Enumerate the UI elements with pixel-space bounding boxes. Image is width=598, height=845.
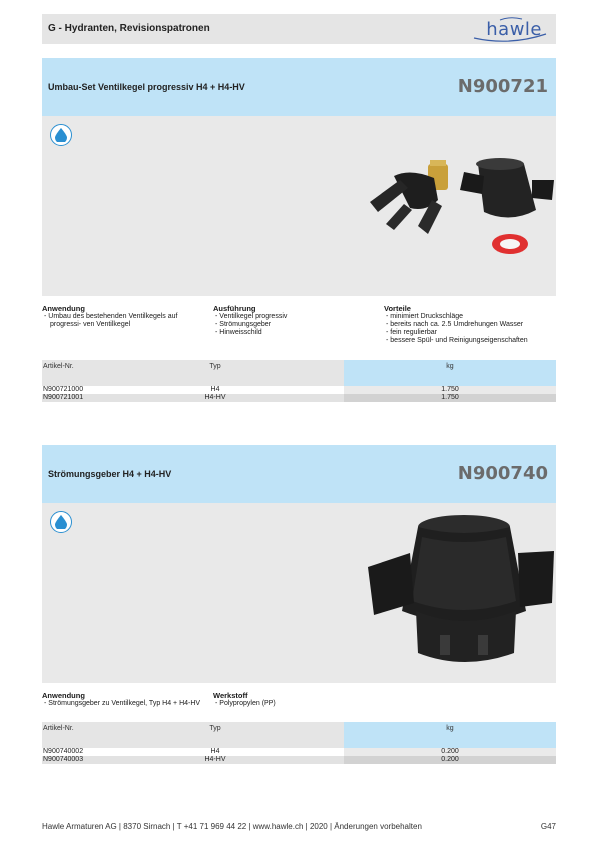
table-row <box>42 756 556 764</box>
hawle-logo <box>470 16 550 42</box>
product-image-area-2 <box>42 503 556 683</box>
table-header <box>42 360 556 386</box>
page-number: G47 <box>540 822 556 831</box>
anwendung-item: - Umbau des bestehenden Ventilkegels auf progressi- ven Ventilkegel <box>42 313 210 329</box>
ausfuehrung-item: - Ventilkegel progressiv <box>213 313 381 321</box>
product-name: Umbau-Set Ventilkegel progressiv H4 + H4-HV <box>48 82 245 92</box>
product-band-1 <box>42 58 556 116</box>
water-drop-icon <box>50 511 72 533</box>
product-image-area-1 <box>42 116 556 296</box>
vorteile-section <box>384 305 556 345</box>
cell-kg: 0.200 <box>441 756 459 763</box>
table-header <box>42 722 556 748</box>
anwendung-section <box>42 692 210 708</box>
vorteile-heading: Vorteile <box>384 304 411 313</box>
ausfuehrung-heading: Ausführung <box>213 304 256 313</box>
water-drop-icon <box>50 124 72 146</box>
vorteile-item: - bessere Spül- und Reinigungseigenschaften <box>384 337 556 345</box>
flow-generator-image <box>360 511 556 675</box>
section-title: G - Hydranten, Revisionspatronen <box>48 23 210 34</box>
cell-artikel: N900721000 <box>43 386 84 393</box>
cell-artikel: N900740003 <box>43 756 84 763</box>
cell-artikel: N900740002 <box>43 748 84 755</box>
col-header-kg: kg <box>446 725 454 732</box>
footer-text: Hawle Armaturen AG | 8370 Sirnach | T +41 71 969 44 22 | www.hawle.ch | 2020 | Änderungen vorbehalten <box>42 822 422 831</box>
product-band-2 <box>42 445 556 503</box>
cell-kg: 1.750 <box>441 386 459 393</box>
product-code: N900740 <box>457 463 548 484</box>
cell-typ: H4-HV <box>204 394 226 401</box>
col-header-kg: kg <box>446 363 454 370</box>
valve-cone-set-image <box>360 154 556 274</box>
product-code: N900721 <box>457 76 548 97</box>
table-row <box>42 394 556 402</box>
ausfuehrung-item: - Hinweisschild <box>213 329 381 337</box>
article-table-1 <box>42 360 556 402</box>
col-header-artikel: Artikel-Nr. <box>43 363 74 370</box>
anwendung-heading: Anwendung <box>42 691 85 700</box>
cell-kg: 0.200 <box>441 748 459 755</box>
product-name: Strömungsgeber H4 + H4-HV <box>48 469 172 479</box>
anwendung-item: - Strömungsgeber zu Ventilkegel, Typ H4 + H4-HV <box>42 700 210 708</box>
page-header <box>42 14 556 44</box>
col-header-artikel: Artikel-Nr. <box>43 725 74 732</box>
col-header-typ: Typ <box>209 363 221 370</box>
werkstoff-heading: Werkstoff <box>213 691 248 700</box>
werkstoff-section <box>213 692 381 708</box>
logo-text: hawle <box>486 19 542 40</box>
table-row <box>42 748 556 756</box>
cell-artikel: N900721001 <box>43 394 84 401</box>
ausfuehrung-item: - Strömungsgeber <box>213 321 381 329</box>
cell-typ: H4 <box>210 748 220 755</box>
cell-typ: H4-HV <box>204 756 226 763</box>
anwendung-heading: Anwendung <box>42 304 85 313</box>
cell-kg: 1.750 <box>441 394 459 401</box>
vorteile-item: - fein regulierbar <box>384 329 556 337</box>
werkstoff-item: - Polypropylen (PP) <box>213 700 381 708</box>
cell-typ: H4 <box>210 386 220 393</box>
vorteile-item: - minimiert Druckschläge <box>384 313 556 321</box>
article-table-2 <box>42 722 556 764</box>
ausfuehrung-section <box>213 305 381 337</box>
col-header-typ: Typ <box>209 725 221 732</box>
vorteile-item: - bereits nach ca. 2.5 Umdrehungen Wasser <box>384 321 556 329</box>
table-row <box>42 386 556 394</box>
anwendung-section <box>42 305 210 329</box>
